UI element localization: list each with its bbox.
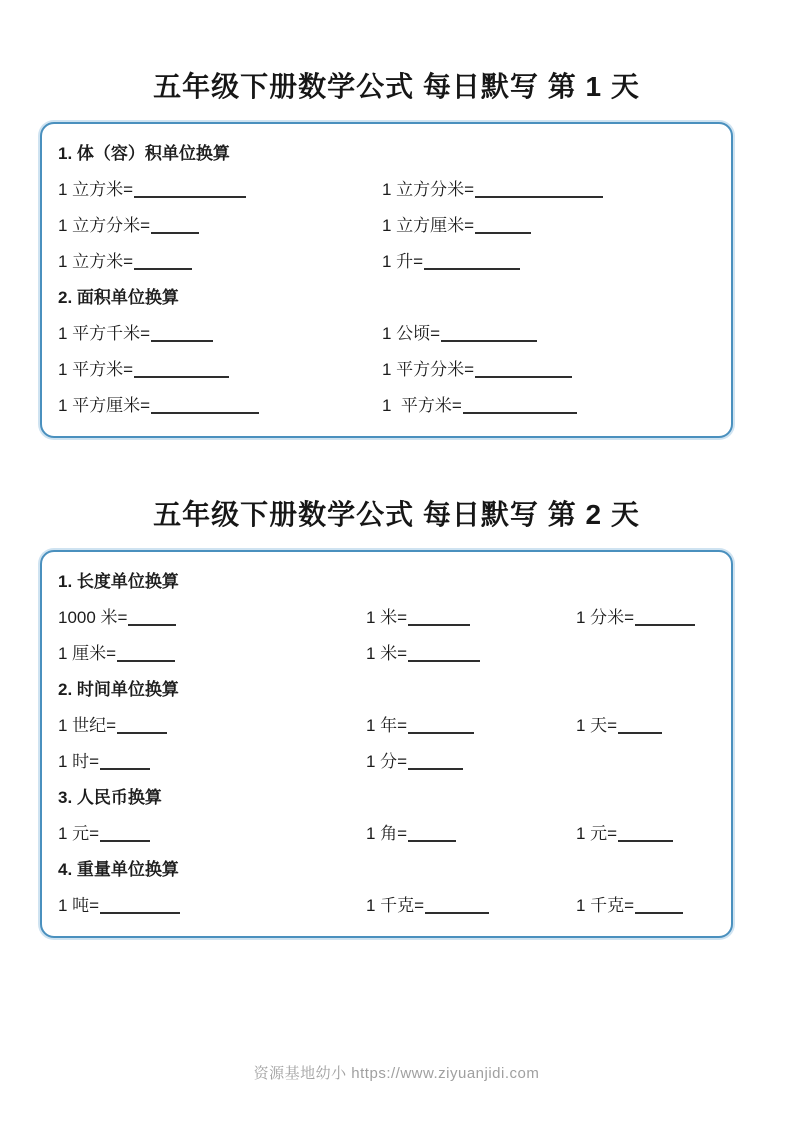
item-label: 1 千克= <box>576 896 635 915</box>
section-heading: 4. 重量单位换算 <box>58 860 179 879</box>
answer-blank <box>618 719 662 734</box>
answer-blank <box>441 327 537 342</box>
fill-in-item <box>58 636 366 672</box>
item-label: 1 米= <box>366 608 408 627</box>
item-label: 1 立方米= <box>58 180 134 199</box>
item-label: 1 平方千米= <box>58 324 151 343</box>
fill-in-item <box>382 316 717 352</box>
answer-blank <box>618 827 673 842</box>
fill-in-item <box>58 816 366 852</box>
item-label: 1 米= <box>366 644 408 663</box>
item-label: 1 时= <box>58 752 100 771</box>
answer-blank <box>134 183 246 198</box>
fill-in-item <box>576 888 717 924</box>
item-label: 1 公顷= <box>382 324 441 343</box>
fill-in-item <box>576 600 717 636</box>
fill-in-item <box>58 600 366 636</box>
worksheet-row <box>58 636 717 672</box>
fill-in-item <box>366 636 576 672</box>
item-label: 1 元= <box>58 824 100 843</box>
fill-in-item <box>382 244 717 280</box>
fill-in-item <box>366 744 576 780</box>
fill-in-item <box>576 708 717 744</box>
day2-card <box>40 550 733 938</box>
fill-in-item <box>366 888 576 924</box>
answer-blank <box>463 399 577 414</box>
section-heading: 2. 面积单位换算 <box>58 288 179 307</box>
worksheet-row <box>58 172 717 208</box>
answer-blank <box>408 719 474 734</box>
fill-in-item <box>58 888 366 924</box>
worksheet-row <box>58 600 717 636</box>
item-label: 1 立方米= <box>58 252 134 271</box>
fill-in-item <box>382 388 717 424</box>
answer-blank <box>100 755 150 770</box>
worksheet-row <box>58 352 717 388</box>
fill-in-item <box>58 208 382 244</box>
worksheet-row <box>58 208 717 244</box>
worksheet-row <box>58 244 717 280</box>
answer-blank <box>475 363 572 378</box>
item-label: 1 世纪= <box>58 716 117 735</box>
answer-blank <box>408 755 463 770</box>
fill-in-item <box>58 172 382 208</box>
item-label: 1 平方厘米= <box>58 396 151 415</box>
item-label: 1 角= <box>366 824 408 843</box>
fill-in-item <box>58 388 382 424</box>
fill-in-item <box>58 744 366 780</box>
day1-card <box>40 122 733 438</box>
answer-blank <box>134 255 192 270</box>
answer-blank <box>100 899 180 914</box>
section-heading: 1. 长度单位换算 <box>58 572 179 591</box>
day2-title: 五年级下册数学公式 每日默写 第 2 天 <box>153 499 640 530</box>
fill-in-item <box>58 316 382 352</box>
item-label: 1 分米= <box>576 608 635 627</box>
worksheet-row <box>58 708 717 744</box>
answer-blank <box>128 611 176 626</box>
item-label: 1 千克= <box>366 896 425 915</box>
fill-in-item <box>576 816 717 852</box>
answer-blank <box>117 647 175 662</box>
answer-blank <box>424 255 520 270</box>
item-label: 1 吨= <box>58 896 100 915</box>
item-label: 1 立方厘米= <box>382 216 475 235</box>
answer-blank <box>100 827 150 842</box>
answer-blank <box>475 183 603 198</box>
worksheet-row <box>58 316 717 352</box>
item-label: 1 平方分米= <box>382 360 475 379</box>
answer-blank <box>475 219 531 234</box>
answer-blank <box>151 399 259 414</box>
fill-in-item <box>366 708 576 744</box>
answer-blank <box>408 611 470 626</box>
item-label: 1 平方米= <box>58 360 134 379</box>
answer-blank <box>151 327 213 342</box>
answer-blank <box>134 363 229 378</box>
item-label: 1 平方米= <box>382 396 462 415</box>
answer-blank <box>408 647 480 662</box>
answer-blank <box>408 827 456 842</box>
worksheet-row <box>58 888 717 924</box>
item-label: 1 元= <box>576 824 618 843</box>
answer-blank <box>425 899 489 914</box>
answer-blank <box>635 899 683 914</box>
fill-in-item <box>58 352 382 388</box>
item-label: 1 立方分米= <box>58 216 151 235</box>
item-label: 1 分= <box>366 752 408 771</box>
fill-in-item <box>382 208 717 244</box>
item-label: 1 立方分米= <box>382 180 475 199</box>
section-heading: 1. 体（容）积单位换算 <box>58 144 230 163</box>
section-heading: 3. 人民币换算 <box>58 788 162 807</box>
worksheet-row <box>58 816 717 852</box>
worksheet-row <box>58 744 717 780</box>
fill-in-item <box>382 352 717 388</box>
fill-in-item <box>366 600 576 636</box>
item-label: 1 年= <box>366 716 408 735</box>
answer-blank <box>635 611 695 626</box>
fill-in-item <box>58 708 366 744</box>
item-label: 1 升= <box>382 252 424 271</box>
footer-watermark: 资源基地幼小 https://www.ziyuanjidi.com <box>253 1065 540 1082</box>
answer-blank <box>151 219 199 234</box>
fill-in-item <box>58 244 382 280</box>
answer-blank <box>117 719 167 734</box>
day1-title: 五年级下册数学公式 每日默写 第 1 天 <box>153 71 640 102</box>
worksheet-row <box>58 388 717 424</box>
item-label: 1 天= <box>576 716 618 735</box>
section-heading: 2. 时间单位换算 <box>58 680 179 699</box>
item-label: 1 厘米= <box>58 644 117 663</box>
item-label: 1000 米= <box>58 608 128 627</box>
fill-in-item <box>366 816 576 852</box>
fill-in-item <box>382 172 717 208</box>
